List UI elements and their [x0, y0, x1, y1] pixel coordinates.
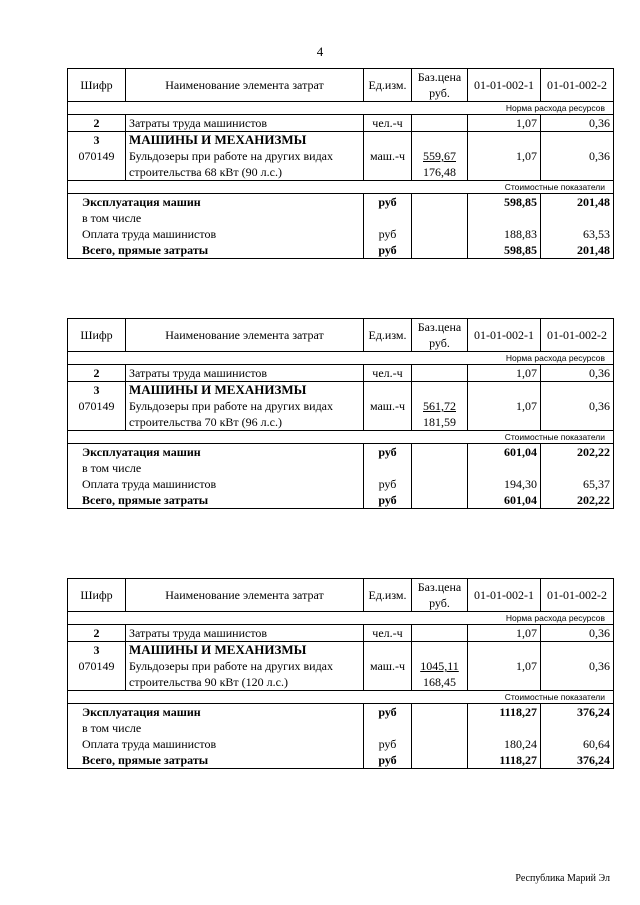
pay-v1: 180,24 — [468, 736, 541, 752]
machines-title-row — [68, 382, 614, 399]
labor-v1: 1,07 — [468, 625, 541, 642]
section-cost-label: Стоимостные показатели — [68, 431, 614, 444]
machine-v2: 0,36 — [541, 148, 614, 164]
exploitation-label: Эксплуатация машин — [68, 444, 364, 461]
machine-code: 070149 — [68, 658, 126, 674]
total-row — [68, 492, 614, 509]
machine-price2: 181,59 — [412, 414, 468, 431]
pay-row — [68, 736, 614, 752]
section-norm-row — [68, 612, 614, 625]
machine-row-2 — [68, 414, 614, 431]
exploitation-v1: 601,04 — [468, 444, 541, 461]
machines-num: 3 — [68, 642, 126, 659]
machines-title: МАШИНЫ И МЕХАНИЗМЫ — [126, 382, 364, 399]
labor-price — [412, 625, 468, 642]
exploitation-unit: руб — [364, 194, 412, 211]
pay-v1: 194,30 — [468, 476, 541, 492]
pay-unit: руб — [364, 736, 412, 752]
exploitation-row — [68, 444, 614, 461]
header-base-price: Баз.цена руб. — [412, 69, 468, 102]
total-label: Всего, прямые затраты — [68, 242, 364, 259]
machine-name-line2: строительства 70 кВт (96 л.с.) — [126, 414, 364, 431]
labor-row — [68, 115, 614, 132]
footer-region: Республика Марий Эл — [515, 873, 610, 884]
total-unit: руб — [364, 492, 412, 509]
machine-code: 070149 — [68, 398, 126, 414]
machine-price2: 168,45 — [412, 674, 468, 691]
including-label: в том числе — [68, 460, 364, 476]
header-unit: Ед.изм. — [364, 319, 412, 352]
machine-v1: 1,07 — [468, 398, 541, 414]
total-unit: руб — [364, 242, 412, 259]
machines-title-row — [68, 642, 614, 659]
labor-row — [68, 625, 614, 642]
section-cost-row — [68, 691, 614, 704]
machine-name-line2: строительства 68 кВт (90 л.с.) — [126, 164, 364, 181]
section-norm-label: Норма расхода ресурсов — [68, 102, 614, 115]
machines-title-row — [68, 132, 614, 149]
header-col2: 01-01-002-2 — [541, 319, 614, 352]
labor-v2: 0,36 — [541, 365, 614, 382]
header-code: Шифр — [68, 319, 126, 352]
machine-unit: маш.-ч — [364, 398, 412, 414]
pay-v2: 60,64 — [541, 736, 614, 752]
section-cost-label: Стоимостные показатели — [68, 691, 614, 704]
labor-v2: 0,36 — [541, 625, 614, 642]
section-norm-row — [68, 352, 614, 365]
labor-v1: 1,07 — [468, 365, 541, 382]
header-base-price: Баз.цена руб. — [412, 319, 468, 352]
machine-price: 559,67 — [412, 148, 468, 164]
header-name: Наименование элемента затрат — [126, 69, 364, 102]
total-label: Всего, прямые затраты — [68, 492, 364, 509]
labor-row — [68, 365, 614, 382]
pay-label: Оплата труда машинистов — [68, 226, 364, 242]
machine-row-1 — [68, 398, 614, 414]
pay-unit: руб — [364, 226, 412, 242]
labor-num: 2 — [68, 365, 126, 382]
pay-row — [68, 476, 614, 492]
header-col2: 01-01-002-2 — [541, 579, 614, 612]
total-v1: 598,85 — [468, 242, 541, 259]
resource-table-1 — [67, 68, 614, 259]
header-code: Шифр — [68, 579, 126, 612]
total-v2: 202,22 — [541, 492, 614, 509]
labor-v2: 0,36 — [541, 115, 614, 132]
exploitation-unit: руб — [364, 444, 412, 461]
section-norm-label: Норма расхода ресурсов — [68, 352, 614, 365]
machine-row-1 — [68, 658, 614, 674]
resource-table-3 — [67, 578, 614, 769]
table-header-row — [68, 319, 614, 352]
including-row — [68, 720, 614, 736]
exploitation-v1: 1118,27 — [468, 704, 541, 721]
machine-v1: 1,07 — [468, 658, 541, 674]
section-norm-label: Норма расхода ресурсов — [68, 612, 614, 625]
total-unit: руб — [364, 752, 412, 769]
labor-num: 2 — [68, 115, 126, 132]
header-col2: 01-01-002-2 — [541, 69, 614, 102]
machine-row-2 — [68, 674, 614, 691]
header-code: Шифр — [68, 69, 126, 102]
pay-label: Оплата труда машинистов — [68, 736, 364, 752]
labor-unit: чел.-ч — [364, 365, 412, 382]
machine-price: 1045,11 — [412, 658, 468, 674]
table-header-row — [68, 579, 614, 612]
machine-v2: 0,36 — [541, 398, 614, 414]
header-col1: 01-01-002-1 — [468, 69, 541, 102]
machine-unit: маш.-ч — [364, 148, 412, 164]
section-cost-label: Стоимостные показатели — [68, 181, 614, 194]
machine-row-2 — [68, 164, 614, 181]
header-base-price: Баз.цена руб. — [412, 579, 468, 612]
labor-v1: 1,07 — [468, 115, 541, 132]
machine-name-line1: Бульдозеры при работе на других видах — [126, 148, 364, 164]
header-name: Наименование элемента затрат — [126, 319, 364, 352]
labor-num: 2 — [68, 625, 126, 642]
exploitation-label: Эксплуатация машин — [68, 704, 364, 721]
total-label: Всего, прямые затраты — [68, 752, 364, 769]
pay-label: Оплата труда машинистов — [68, 476, 364, 492]
including-label: в том числе — [68, 720, 364, 736]
exploitation-label: Эксплуатация машин — [68, 194, 364, 211]
total-row — [68, 242, 614, 259]
header-col1: 01-01-002-1 — [468, 319, 541, 352]
machine-price2: 176,48 — [412, 164, 468, 181]
machine-unit: маш.-ч — [364, 658, 412, 674]
total-v1: 601,04 — [468, 492, 541, 509]
exploitation-v2: 376,24 — [541, 704, 614, 721]
exploitation-v2: 201,48 — [541, 194, 614, 211]
exploitation-unit: руб — [364, 704, 412, 721]
exploitation-v1: 598,85 — [468, 194, 541, 211]
table-header-row — [68, 69, 614, 102]
pay-v2: 65,37 — [541, 476, 614, 492]
including-label: в том числе — [68, 210, 364, 226]
labor-unit: чел.-ч — [364, 115, 412, 132]
including-row — [68, 210, 614, 226]
pay-v2: 63,53 — [541, 226, 614, 242]
machine-name-line2: строительства 90 кВт (120 л.с.) — [126, 674, 364, 691]
labor-unit: чел.-ч — [364, 625, 412, 642]
header-unit: Ед.изм. — [364, 579, 412, 612]
machine-row-1 — [68, 148, 614, 164]
section-norm-row — [68, 102, 614, 115]
total-v1: 1118,27 — [468, 752, 541, 769]
header-unit: Ед.изм. — [364, 69, 412, 102]
section-cost-row — [68, 431, 614, 444]
pay-row — [68, 226, 614, 242]
machines-title: МАШИНЫ И МЕХАНИЗМЫ — [126, 642, 364, 659]
machine-name-line1: Бульдозеры при работе на других видах — [126, 398, 364, 414]
machine-code: 070149 — [68, 148, 126, 164]
exploitation-v2: 202,22 — [541, 444, 614, 461]
including-row — [68, 460, 614, 476]
pay-v1: 188,83 — [468, 226, 541, 242]
header-name: Наименование элемента затрат — [126, 579, 364, 612]
resource-table-2 — [67, 318, 614, 509]
total-v2: 201,48 — [541, 242, 614, 259]
exploitation-row — [68, 194, 614, 211]
machine-v2: 0,36 — [541, 658, 614, 674]
labor-price — [412, 115, 468, 132]
labor-name: Затраты труда машинистов — [126, 115, 364, 132]
total-row — [68, 752, 614, 769]
machines-title: МАШИНЫ И МЕХАНИЗМЫ — [126, 132, 364, 149]
machines-num: 3 — [68, 382, 126, 399]
labor-name: Затраты труда машинистов — [126, 365, 364, 382]
exploitation-row — [68, 704, 614, 721]
labor-price — [412, 365, 468, 382]
machines-num: 3 — [68, 132, 126, 149]
machine-name-line1: Бульдозеры при работе на других видах — [126, 658, 364, 674]
total-v2: 376,24 — [541, 752, 614, 769]
machine-price: 561,72 — [412, 398, 468, 414]
page-number: 4 — [316, 44, 324, 59]
pay-unit: руб — [364, 476, 412, 492]
header-col1: 01-01-002-1 — [468, 579, 541, 612]
labor-name: Затраты труда машинистов — [126, 625, 364, 642]
machine-v1: 1,07 — [468, 148, 541, 164]
section-cost-row — [68, 181, 614, 194]
